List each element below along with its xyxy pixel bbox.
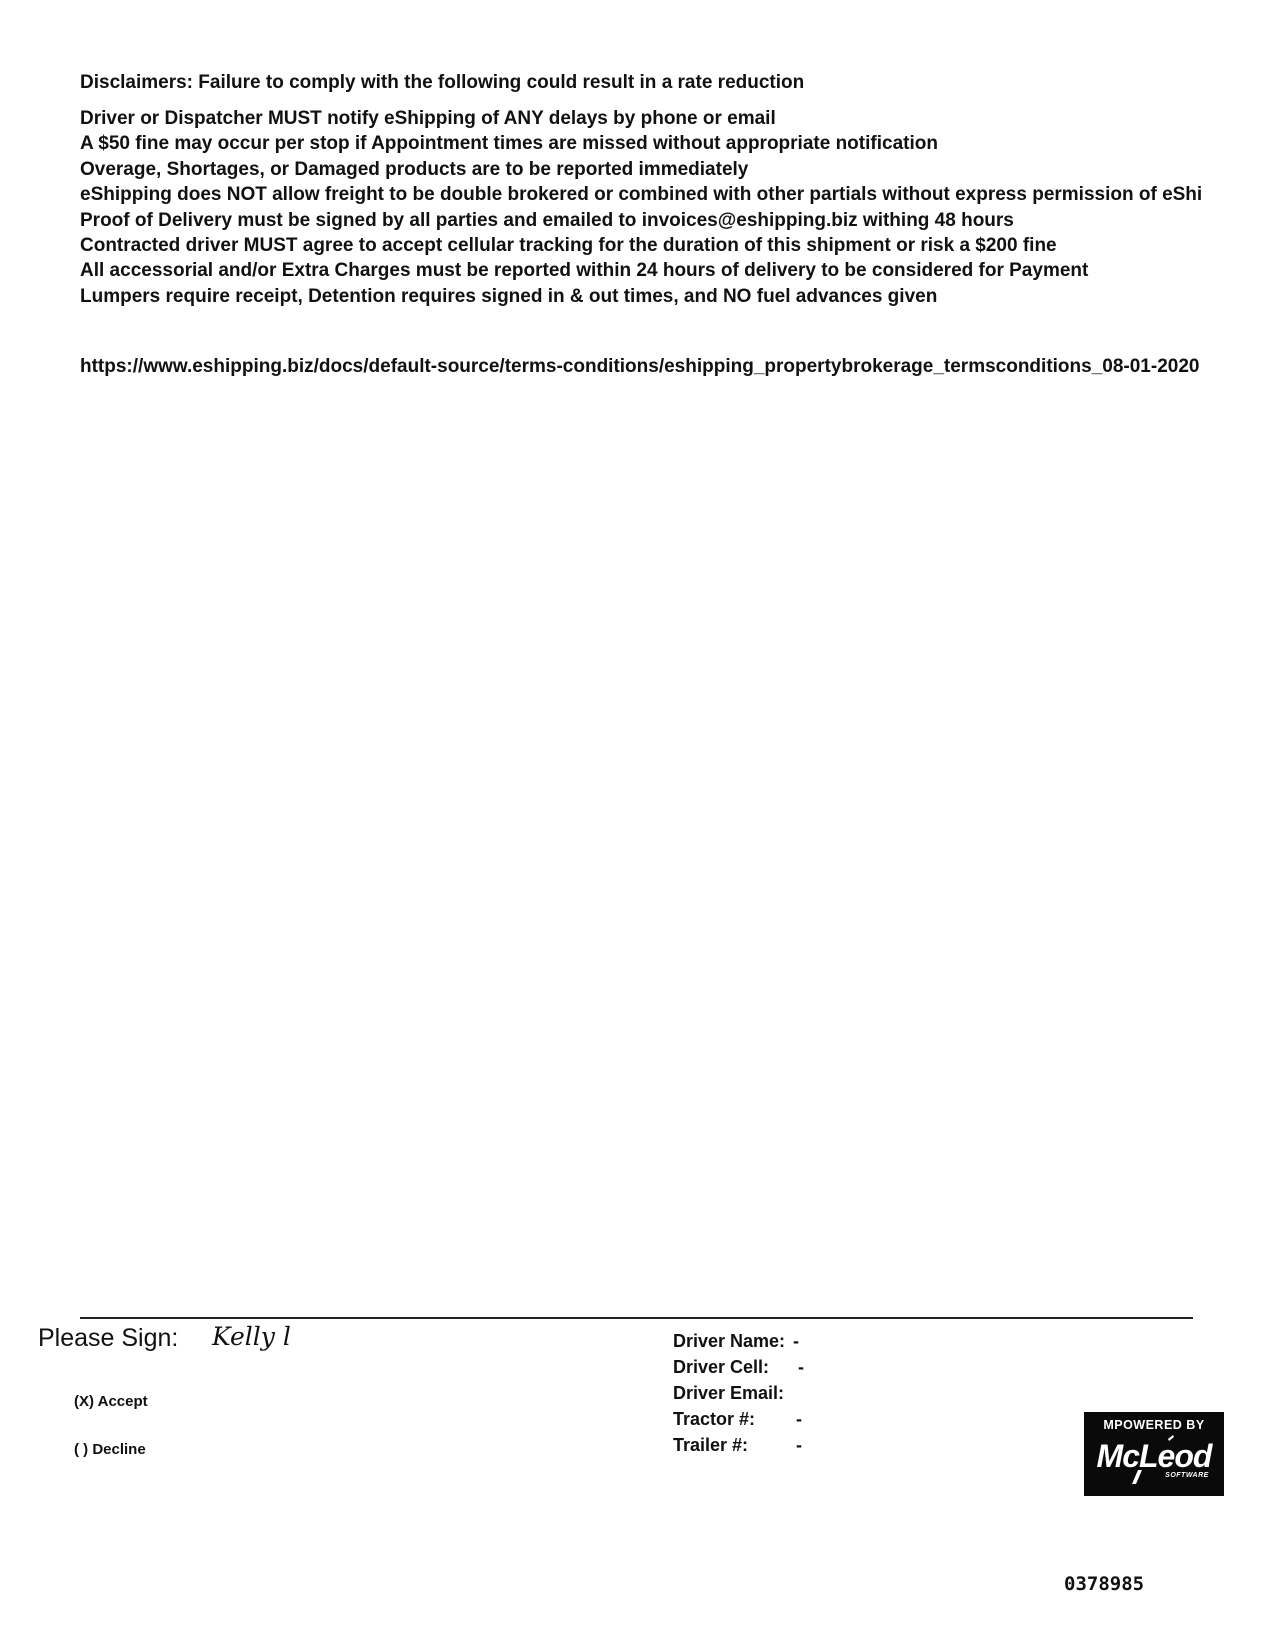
trailer-value: - <box>796 1435 802 1455</box>
signature-divider <box>80 1317 1193 1319</box>
driver-email-row <box>673 1380 785 1406</box>
disclaimer-item: All accessorial and/or Extra Charges must be reported within 24 hours of delivery to be considered for Payment <box>80 260 1089 282</box>
decline-option[interactable]: ( ) Decline <box>74 1441 146 1458</box>
driver-info <box>673 1328 804 1458</box>
disclaimers-heading: Disclaimers: Failure to comply with the following could result in a rate reduction <box>80 72 805 93</box>
svg-text:MPOWERED BY: MPOWERED BY <box>1103 1418 1205 1432</box>
signature-field[interactable]: Kelly l <box>212 1322 291 1351</box>
driver-cell-row <box>673 1354 804 1380</box>
disclaimer-item: eShipping does NOT allow freight to be double brokered or combined with other partials without express permission of eShi <box>80 184 1203 206</box>
please-sign-label: Please Sign: <box>38 1324 179 1352</box>
driver-name-label: Driver Name: <box>673 1331 786 1351</box>
mcleod-logo-mark <box>1084 1412 1224 1496</box>
disclaimer-item: Contracted driver MUST agree to accept cellular tracking for the duration of this shipment or risk a $200 fine <box>80 235 1057 257</box>
driver-email-label: Driver Email: <box>673 1383 785 1403</box>
disclaimer-item: Proof of Delivery must be signed by all parties and emailed to invoices@eshipping.biz withing 48 hours <box>80 209 1014 231</box>
disclaimer-item: Lumpers require receipt, Detention requires signed in & out times, and NO fuel advances given <box>80 285 938 307</box>
disclaimer-item: Overage, Shortages, or Damaged products are to be reported immediately <box>80 158 749 180</box>
trailer-row <box>673 1432 802 1458</box>
accept-option[interactable]: (X) Accept <box>74 1393 148 1410</box>
terms-conditions-link[interactable]: https://www.eshipping.biz/docs/default-source/terms-conditions/eshipping_propertybrokerage_termsconditions_08-01-2020 <box>80 356 1200 377</box>
disclaimer-list <box>80 106 1275 309</box>
svg-text:SOFTWARE: SOFTWARE <box>1165 1472 1209 1479</box>
mcleod-software-logo <box>1084 1412 1224 1496</box>
disclaimer-item: A $50 fine may occur per stop if Appointment times are missed without appropriate notification <box>80 133 938 155</box>
tractor-label: Tractor #: <box>673 1409 756 1429</box>
trailer-label: Trailer #: <box>673 1435 749 1455</box>
tractor-row <box>673 1406 802 1432</box>
document-number: 0378985 <box>1064 1573 1145 1595</box>
driver-name-value: - <box>793 1331 799 1351</box>
svg-text:McLeod: McLeod <box>1096 1438 1212 1474</box>
driver-cell-label: Driver Cell: <box>673 1357 770 1377</box>
disclaimer-item: Driver or Dispatcher MUST notify eShipping of ANY delays by phone or email <box>80 108 776 129</box>
tractor-value: - <box>796 1409 802 1429</box>
driver-cell-value: - <box>798 1357 804 1377</box>
driver-name-row <box>673 1328 799 1354</box>
